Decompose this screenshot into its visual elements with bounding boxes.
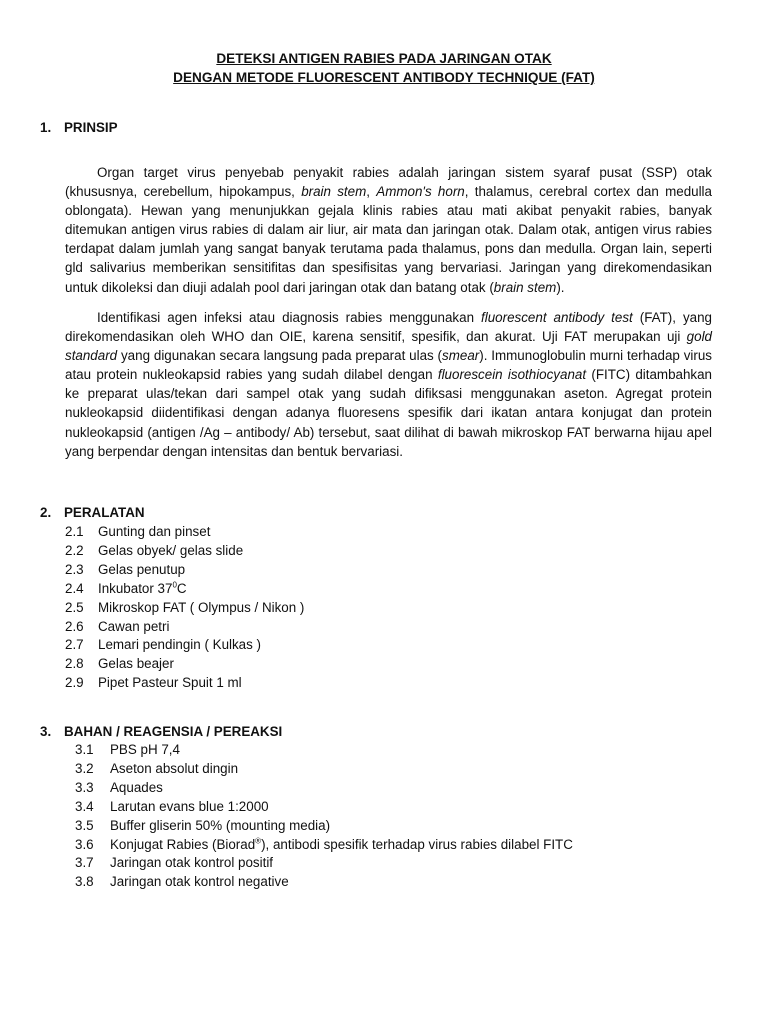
- item-number: 2.7: [65, 637, 84, 653]
- list-item: [75, 873, 573, 892]
- section-number: 2.: [40, 505, 52, 520]
- italic-term: brain stem: [301, 184, 367, 200]
- item-text: Buffer gliserin 50% (mounting media): [110, 817, 331, 833]
- item-number: 3.5: [75, 817, 94, 833]
- text-run: Organ target virus penyebab penyakit rabies adalah jaringan sistem syaraf pusat (SSP) otak (khususnya, cerebellum, hipokampus,: [65, 165, 712, 200]
- text-run: (FITC) ditambahkan ke preparat ulas/tekan dari sampel otak yang sudah difiksasi menggunakan aseton. Agregat protein nukleokapsid diidentifikasi dengan adanya fluoresens spesifik dari ikatan antara konjugat dan protein nukleokapsid (antigen /Ag – antibody/ Ab) tersebut, saat dilihat di bawah mikroskop FAT berwarna hijau apel yang berpendar dengan intensitas dan bentuk bervariasi.: [65, 367, 712, 459]
- list-item: [75, 854, 573, 873]
- item-text: Inkubator 37: [98, 580, 173, 596]
- item-text-suffix: C: [176, 580, 187, 596]
- section-title: PRINSIP: [64, 120, 118, 135]
- list-item: [65, 542, 304, 561]
- item-number: 3.1: [75, 742, 94, 757]
- italic-term: gold standard: [65, 329, 712, 364]
- section-title: PERALATAN: [64, 505, 145, 520]
- item-text: Cawan petri: [98, 618, 170, 634]
- list-item: [65, 674, 304, 693]
- item-number: 3.8: [75, 874, 94, 890]
- superscript: ®: [255, 836, 262, 846]
- text-run: (FAT), yang direkomendasikan oleh WHO dan OIE, karena sensitif, spesifik, dan akurat. Uji FAT merupakan uji: [65, 310, 712, 345]
- list-item: [65, 599, 304, 618]
- reagent-list: [75, 741, 573, 892]
- item-text: Konjugat Rabies (Biorad: [110, 836, 256, 852]
- item-text: Aseton absolut dingin: [110, 760, 239, 776]
- text-run: ).: [556, 279, 565, 295]
- text-run: yang digunakan secara langsung pada preparat ulas (: [117, 348, 443, 364]
- paragraph-prinsip-1: [65, 163, 712, 297]
- item-number: 2.6: [65, 618, 84, 634]
- item-number: 2.3: [65, 561, 84, 577]
- list-item: [75, 798, 573, 817]
- section-number: 1.: [40, 120, 52, 135]
- list-item: [65, 580, 304, 599]
- item-text: Mikroskop FAT ( Olympus / Nikon ): [98, 599, 305, 615]
- italic-term: fluorescent antibody test: [481, 310, 633, 325]
- document-title-line-1: DETEKSI ANTIGEN RABIES PADA JARINGAN OTAK: [216, 51, 552, 66]
- document-title-line-2: DENGAN METODE FLUORESCENT ANTIBODY TECHNIQUE (FAT): [173, 70, 595, 85]
- item-text: Gelas beajer: [98, 656, 174, 672]
- italic-term: smear: [442, 348, 480, 364]
- text-run: ,: [366, 184, 377, 200]
- equipment-list: [65, 523, 304, 693]
- item-number: 3.2: [75, 760, 94, 776]
- text-run: Identifikasi agen infeksi atau diagnosis rabies menggunakan: [97, 310, 482, 325]
- italic-term: fluorescein isothiocyanat: [437, 367, 587, 383]
- item-text: PBS pH 7,4: [110, 742, 180, 757]
- item-text: Aquades: [110, 779, 163, 795]
- italic-term: brain stem: [493, 279, 557, 295]
- item-text: Larutan evans blue 1:2000: [110, 798, 269, 814]
- section-heading-peralatan: [40, 505, 145, 520]
- list-item: [75, 836, 573, 855]
- item-text: Pipet Pasteur Spuit 1 ml: [98, 675, 242, 691]
- list-item: [65, 561, 304, 580]
- section-heading-prinsip: [40, 120, 118, 135]
- item-number: 2.9: [65, 675, 84, 691]
- item-text: Gelas penutup: [98, 561, 186, 577]
- item-number: 2.4: [65, 580, 84, 596]
- section-title: BAHAN / REAGENSIA / PEREAKSI: [64, 724, 283, 739]
- section-heading-bahan: [40, 724, 282, 739]
- item-number: 3.4: [75, 798, 94, 814]
- item-number: 2.1: [65, 524, 84, 539]
- italic-term: Ammon's horn: [376, 184, 465, 200]
- item-number: 2.2: [65, 542, 84, 558]
- item-number: 2.5: [65, 599, 84, 615]
- item-text: Gelas obyek/ gelas slide: [98, 542, 244, 558]
- item-number: 3.6: [75, 836, 94, 852]
- item-number: 3.7: [75, 855, 94, 871]
- superscript: 0: [172, 580, 177, 590]
- list-item: [75, 741, 573, 760]
- item-number: 2.8: [65, 656, 84, 672]
- list-item: [75, 779, 573, 798]
- list-item: [65, 655, 304, 674]
- text-run: , thalamus, cerebral cortex dan medulla oblongata). Hewan yang menunjukkan gejala klinis rabies atau mati akibat penyakit rabies, banyak ditemukan antigen virus rabies di dalam air liur, air mata dan jaringan otak. Dalam otak, antigen virus rabies terdapat dalam jumlah yang sangat banyak terutama pada thalamus, pons dan medulla. Organ lain, seperti gld salivarius memberikan sensitifitas dan spesifisitas yang bervariasi. Jaringan yang direkomendasikan untuk dikoleksi dan diuji adalah pool dari jaringan otak dan batang otak (: [65, 184, 712, 295]
- section-number: 3.: [40, 724, 52, 739]
- item-text: Gunting dan pinset: [98, 524, 211, 539]
- paragraph-prinsip-2: [65, 308, 712, 461]
- list-item: [75, 760, 573, 779]
- list-item: [65, 636, 304, 655]
- list-item: [75, 817, 573, 836]
- item-number: 3.3: [75, 779, 94, 795]
- item-text: Lemari pendingin ( Kulkas ): [98, 637, 262, 653]
- item-text-suffix: ), antibodi spesifik terhadap virus rabies dilabel FITC: [261, 836, 573, 852]
- item-text: Jaringan otak kontrol negative: [110, 874, 289, 890]
- list-item: [65, 618, 304, 637]
- item-text: Jaringan otak kontrol positif: [110, 855, 274, 871]
- text-run: ). Immunoglobulin murni terhadap virus atau protein nukleokapsid rabies yang sudah dilabel dengan: [65, 348, 712, 383]
- list-item: [65, 523, 304, 542]
